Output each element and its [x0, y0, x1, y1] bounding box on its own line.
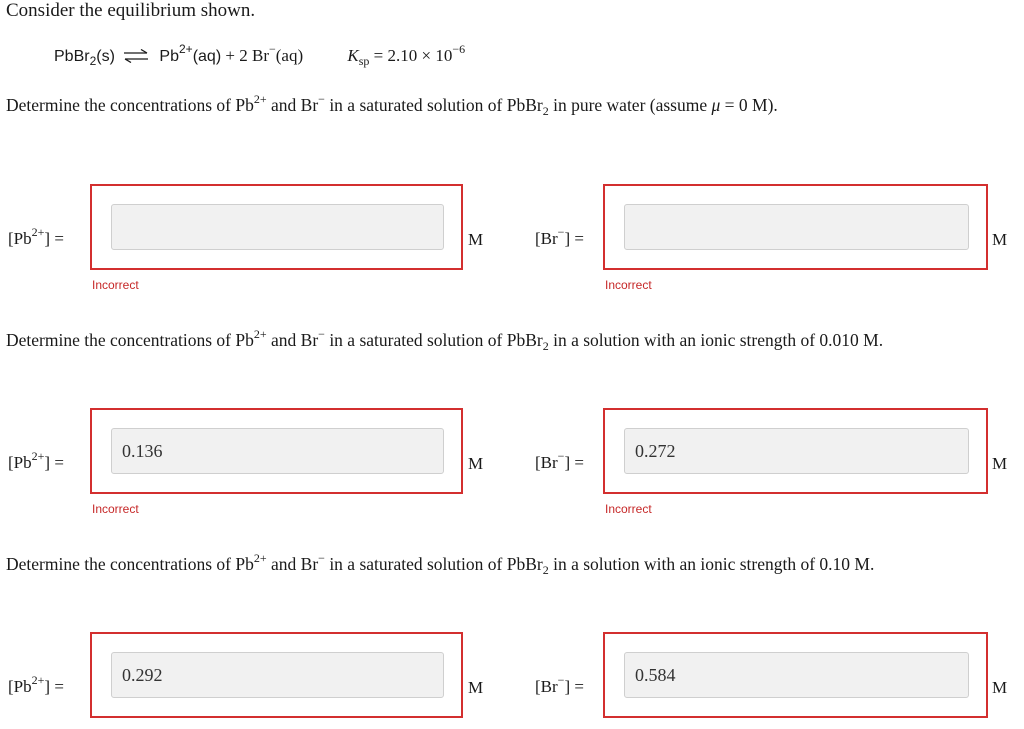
pb-unit: M — [468, 454, 484, 473]
question-ionic-strength-010: Determine the concentrations of $Pb^{2+}$ and Br− in a saturated solution of PbBr$_2$ in a solution with an ionic strength of 0.10 M. — [6, 551, 875, 577]
plus-sign: + — [225, 46, 235, 65]
product-bromide: 2 Br−(aq) — [239, 42, 304, 65]
br-answer-frame — [603, 184, 988, 270]
intro-text: Consider the equilibrium shown. — [6, 0, 256, 21]
reactant: PbBr$_2$(s) — [54, 48, 115, 68]
br-unit: M — [992, 454, 1008, 473]
pb-answer-frame — [90, 632, 463, 718]
br-input[interactable] — [624, 652, 969, 698]
pb-answer-frame — [90, 184, 463, 270]
product-lead: $Pb^{2+}(aq)$ — [159, 42, 222, 65]
pb-label: $[Pb^{2+}]$ = — [8, 225, 64, 248]
br-input[interactable] — [624, 428, 969, 474]
pb-answer-frame — [90, 408, 463, 494]
br-unit: M — [992, 678, 1008, 697]
pb-input[interactable] — [111, 204, 444, 250]
question-pure-water: Determine the concentrations of $Pb^{2+}$ and Br− in a saturated solution of PbBr$_2$ in pure water (assume μ = 0 M). — [6, 92, 778, 118]
pb-unit: M — [468, 230, 484, 249]
pb-status-incorrect: Incorrect — [92, 502, 139, 516]
br-label: [Br−] = — [535, 673, 584, 696]
br-input[interactable] — [624, 204, 969, 250]
br-status-incorrect: Incorrect — [605, 278, 652, 292]
pb-input[interactable] — [111, 652, 444, 698]
br-label: [Br−] = — [535, 225, 584, 248]
br-answer-frame — [603, 408, 988, 494]
pb-unit: M — [468, 678, 484, 697]
equilibrium-equation — [54, 42, 466, 68]
br-label: [Br−] = — [535, 449, 584, 472]
pb-input[interactable] — [111, 428, 444, 474]
equilibrium-arrows-icon — [123, 49, 149, 63]
pb-status-incorrect: Incorrect — [92, 278, 139, 292]
pb-label: $[Pb^{2+}]$ = — [8, 449, 64, 472]
br-status-incorrect: Incorrect — [605, 502, 652, 516]
br-answer-frame — [603, 632, 988, 718]
br-unit: M — [992, 230, 1008, 249]
ksp-expression: $K_{sp} = 2.10 \times 10^{-6}$ — [347, 42, 466, 68]
pb-label: $[Pb^{2+}]$ = — [8, 673, 64, 696]
question-ionic-strength-0010: Determine the concentrations of $Pb^{2+}$ and Br− in a saturated solution of PbBr$_2$ in a solution with an ionic strength of 0.010 M. — [6, 327, 884, 353]
